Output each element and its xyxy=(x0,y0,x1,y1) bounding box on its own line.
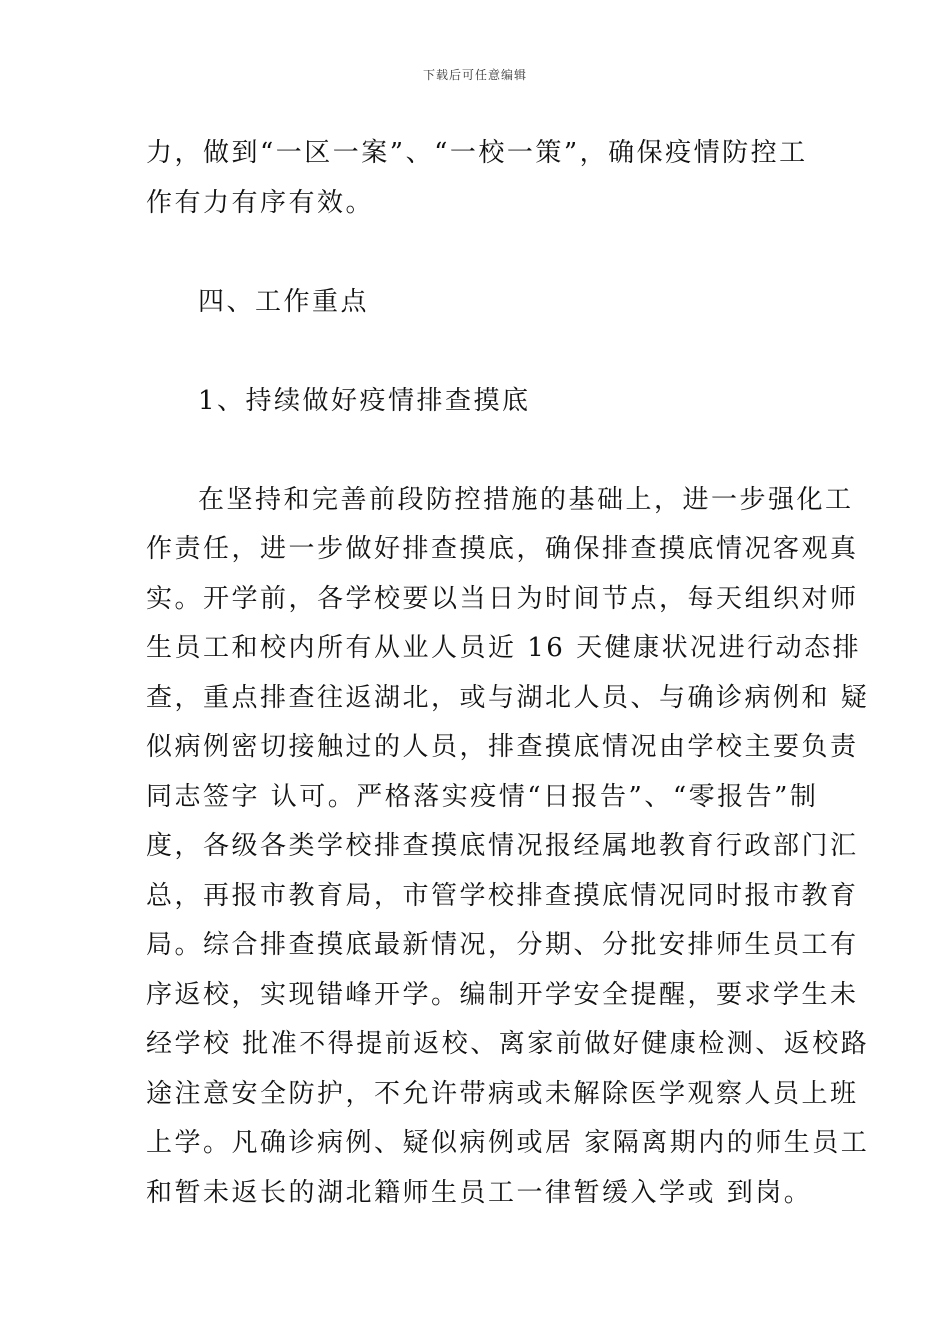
document-body xyxy=(146,129,870,1218)
text-line: 上学。凡确诊病例、疑似病例或居 家隔离期内的师生员工 xyxy=(146,1128,870,1158)
subsection-heading: 1、持续做好疫情排查摸底 xyxy=(198,385,531,416)
paragraph-spacer xyxy=(146,426,811,476)
text-line: 力，做到“一区一案”、“一校一策”，确保疫情防控工 xyxy=(146,138,808,168)
text-line: 和暂未返长的湖北籍师生员工一律暂缓入学或 到岗。 xyxy=(146,1177,813,1208)
text-line: 同志签字 认可。严格落实疫情“日报告”、“零报告”制 xyxy=(146,781,819,812)
text-line: 度，各级各类学校排查摸底情况报经属地教育行政部门汇 xyxy=(146,831,859,861)
text-line: 在坚持和完善前段防控措施的基础上，进一步强化工 xyxy=(198,484,854,515)
text-line: 途注意安全防护，不允许带病或未解除医学观察人员上班 xyxy=(146,1078,859,1109)
text-line: 总，再报市教育局，市管学校排查摸底情况同时报市教育 xyxy=(146,880,859,911)
text-line: 生员工和校内所有从业人员近 16 天健康状况进行动态排 xyxy=(146,633,862,663)
text-line: 作责任，进一步做好排查摸底，确保排查摸底情况客观真 xyxy=(146,534,859,564)
text-line: 实。开学前，各学校要以当日为时间节点，每天组织对师 xyxy=(146,583,859,614)
paragraph-spacer xyxy=(146,327,811,377)
text-line: 局。综合排查摸底最新情况，分期、分批安排师生员工有 xyxy=(146,930,859,960)
text-line: 查，重点排查往返湖北，或与湖北人员、与确诊病例和 疑 xyxy=(146,682,870,713)
body-paragraph xyxy=(146,476,870,1219)
page-header-note: 下载后可任意编辑 xyxy=(422,68,527,82)
section-heading: 四、工作重点 xyxy=(198,286,370,317)
text-line: 序返校，实现错峰开学。编制开学安全提醒，要求学生未 xyxy=(146,979,859,1010)
paragraph-spacer xyxy=(146,228,811,278)
text-line: 作有力有序有效。 xyxy=(146,187,375,218)
text-line: 似病例密切接触过的人员，排查摸底情况由学校主要负责 xyxy=(146,732,859,762)
text-line: 经学校 批准不得提前返校、离家前做好健康检测、返校路 xyxy=(146,1029,870,1059)
